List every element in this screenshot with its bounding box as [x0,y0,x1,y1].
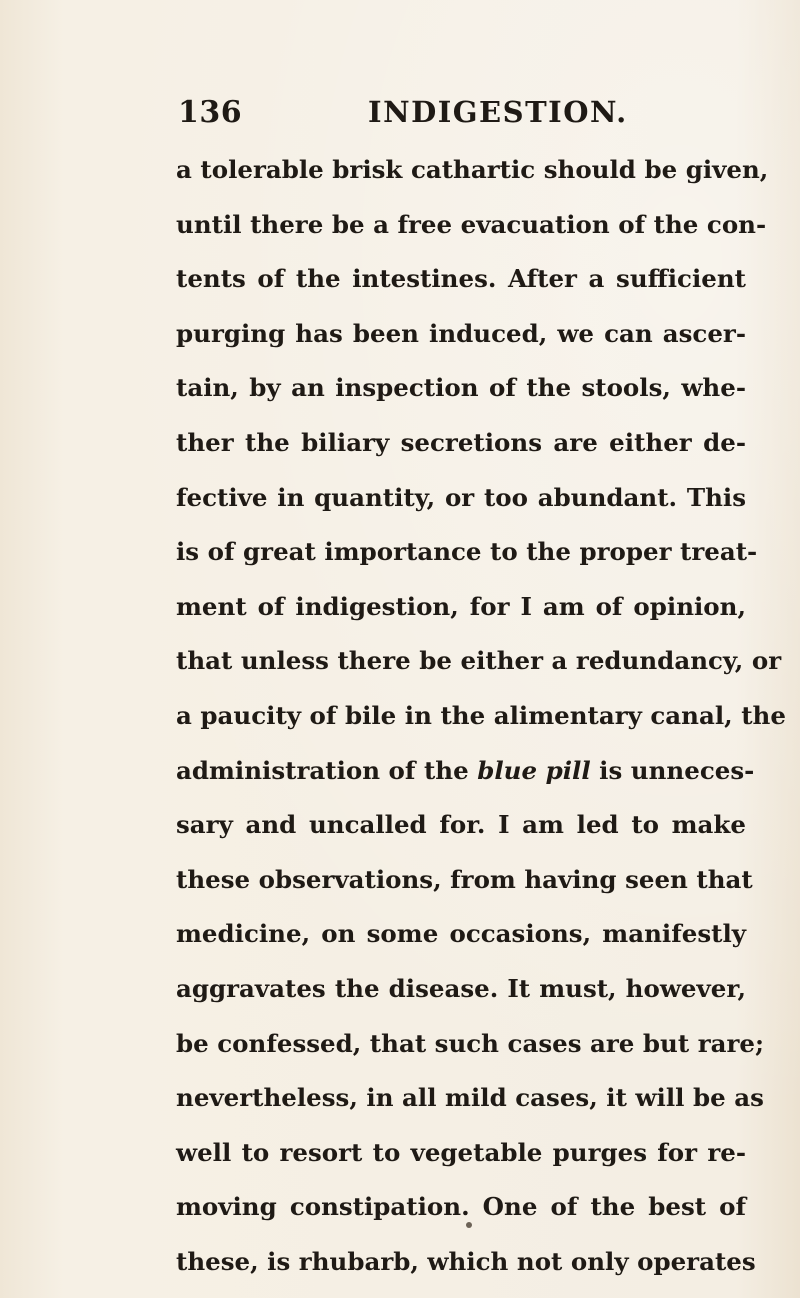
text-line: medicine, on some occasions, manifestly [176,919,746,949]
page-number: 136 [178,95,243,130]
text-line: well to resort to vegetable purges for re- [176,1137,746,1167]
text-line: these observations, from having seen that [176,864,753,894]
text-line: ment of indigestion, for I am of opinion, [176,591,746,621]
text-line: a paucity of bile in the alimentary canal, the [176,700,786,730]
running-head: INDIGESTION. [368,95,628,129]
text-line: tents of the intestines. After a sufficient [176,264,746,294]
text-line: is of great importance to the proper treat- [176,537,758,567]
page-header [178,95,680,135]
decorative-dot [466,1222,472,1228]
text-line: these, is rhubarb, which not only operates [176,1246,756,1276]
text-segment: is unneces- [599,755,755,785]
text-line: purging has been induced, we can ascer- [176,318,746,348]
body-text [176,143,786,1289]
text-line: be confessed, that such cases are but rare; [176,1028,765,1058]
text-line: until there be a free evacuation of the con- [176,209,767,239]
emphasized-term: blue pill [477,755,591,785]
text-line: moving constipation. One of the best of [176,1192,746,1222]
text-line: tain, by an inspection of the stools, whe- [176,373,746,403]
text-line: aggravates the disease. It must, however, [176,973,746,1003]
text-segment: administration of the [176,755,469,785]
text-line: fective in quantity, or too abundant. This [176,482,746,512]
text-line-with-emphasis [176,744,755,799]
text-line: that unless there be either a redundancy, or [176,646,782,676]
text-line: sary and uncalled for. I am led to make [176,810,746,840]
text-line: nevertheless, in all mild cases, it will be as [176,1083,764,1113]
text-line: ther the biliary secretions are either de- [176,427,746,457]
text-line: a tolerable brisk cathartic should be given, [176,155,769,184]
